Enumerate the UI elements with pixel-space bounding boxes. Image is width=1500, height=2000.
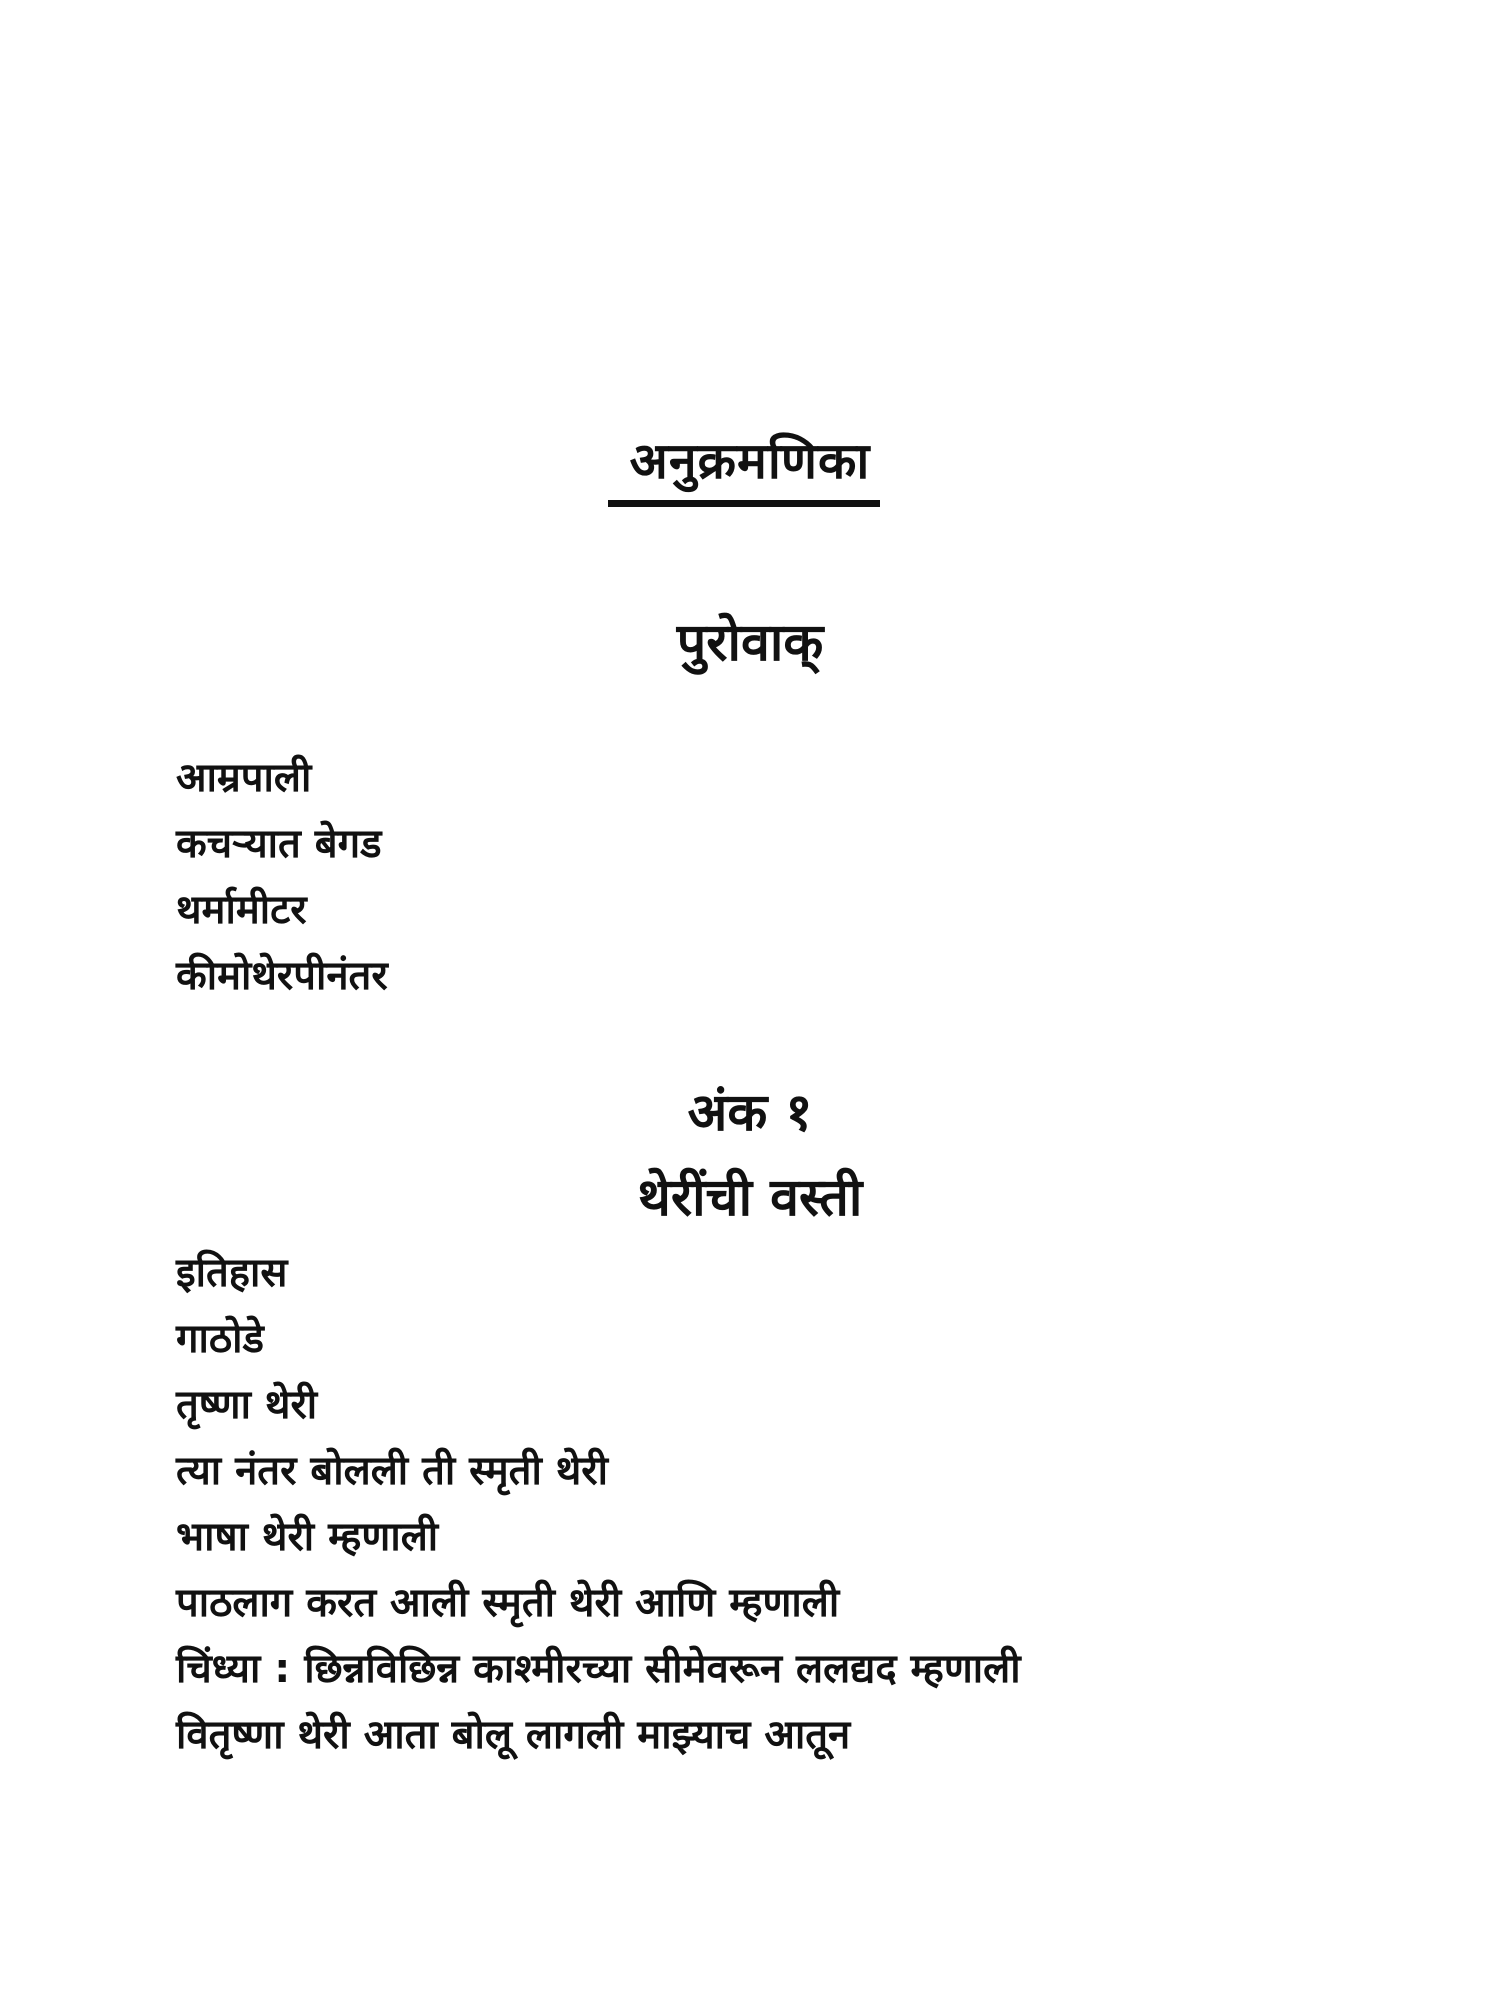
list-item: तृष्णा थेरी <box>176 1382 318 1428</box>
list-item: थर्मामीटर <box>176 887 307 933</box>
list-item: वितृष्णा थेरी आता बोलू लागली माझ्याच आतून <box>176 1712 851 1758</box>
list-item: पाठलाग करत आली स्मृती थेरी आणि म्हणाली <box>176 1580 840 1626</box>
list-item: त्या नंतर बोलली ती स्मृती थेरी <box>176 1448 609 1494</box>
toc-title: अनुक्रमणिका <box>629 432 871 490</box>
title-underline <box>608 500 880 507</box>
list-item: गाठोडे <box>176 1316 264 1362</box>
list-item: भाषा थेरी म्हणाली <box>176 1514 439 1560</box>
list-item: कचऱ्यात बेगड <box>176 821 382 867</box>
list-item: आम्रपाली <box>176 755 312 801</box>
list-item: इतिहास <box>176 1250 288 1296</box>
act-heading: थेरींची वस्ती <box>637 1168 863 1228</box>
act-label: अंक १ <box>687 1083 813 1143</box>
act1-list <box>176 1240 1021 1768</box>
preface-list <box>176 745 388 1009</box>
list-item: कीमोथेरपीनंतर <box>176 953 388 999</box>
list-item: चिंध्या : छिन्नविछिन्न काश्मीरच्या सीमेवरून ललद्यद म्हणाली <box>176 1646 1021 1692</box>
preface-heading: पुरोवाक् <box>676 613 824 673</box>
